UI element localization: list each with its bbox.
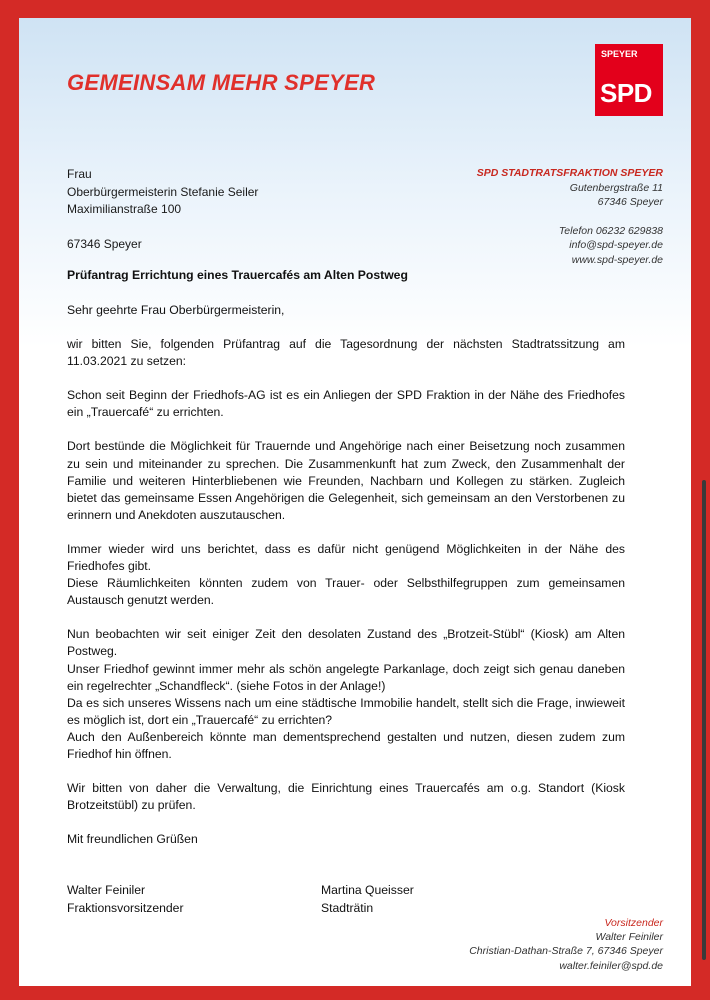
scrollbar[interactable]: [702, 480, 706, 960]
sender-block: [477, 166, 663, 267]
letter-subject: Prüfantrag Errichtung eines Trauercafés am Alten Postweg: [67, 268, 408, 282]
signature-left: [67, 882, 184, 917]
logo-city: SPEYER: [601, 49, 638, 59]
signature-role: Stadträtin: [321, 900, 374, 915]
signature-right: [321, 882, 414, 917]
sender-email: info@spd-speyer.de: [569, 239, 663, 251]
logo-party: SPD: [600, 78, 652, 108]
chair-block: [469, 916, 663, 973]
signature-name: Martina Queisser: [321, 883, 414, 897]
paragraph-intro: Schon seit Beginn der Friedhofs-AG ist es ein Anliegen der SPD Fraktion in der Nähe des Friedhofes ein „Trauercafé“ zu errichten.: [67, 388, 625, 420]
paragraph-need: [67, 541, 625, 609]
recipient-address: [67, 166, 258, 253]
sender-web: www.spd-speyer.de: [571, 253, 663, 266]
sender-city: 67346 Speyer: [597, 196, 663, 208]
chair-address: Christian-Dathan-Straße 7, 67346 Speyer: [469, 945, 663, 958]
kiosk-line-2: Unser Friedhof gewinnt immer mehr als schön angelegte Parkanlage, doch zeigt sich genau daneben ein regelrechter „Schandfleck“. (siehe Fotos in der Anlage!): [67, 661, 625, 693]
signature-name: Walter Feiniler: [67, 883, 146, 897]
paragraph-purpose: Dort bestünde die Möglichkeit für Trauernde und Angehörige nach einer Beisetzung noch zusammen zu sein und miteinander zu sprechen. Die Zusammenkunft hat zum Zweck, den Zusammenhalt der Familie und weiteren Hinterbliebenen wie Freunden, Nachbarn und Kollegen zu stärken. Zugleich bietet das gemeinsame Essen Angehörigen die Gelegenheit, sich gemeinsam an den Verstorbenen zu erinnern und Anekdoten auszutauschen.: [67, 439, 625, 522]
closing: Mit freundlichen Grüßen: [67, 832, 198, 847]
paragraph-request-final: Wir bitten von daher die Verwaltung, die Einrichtung eines Trauercafés am o.g. Standort (Kiosk Brotzeitstübl) zu prüfen.: [67, 781, 625, 813]
kiosk-line-4: Auch den Außenbereich könnte man dementsprechend gestalten und nutzen, diesen zudem zum Friedhof hin öffnen.: [67, 729, 625, 761]
sender-street: Gutenbergstraße 11: [569, 181, 663, 194]
need-line-1: Immer wieder wird uns berichtet, dass es dafür nicht genügend Möglichkeiten in der Nähe des Friedhofes gibt.: [67, 541, 625, 574]
paragraph-request: wir bitten Sie, folgenden Prüfantrag auf die Tagesordnung der nächsten Stadtratssitzung am 11.03.2021 zu setzen:: [67, 337, 625, 369]
chair-email: walter.feiniler@spd.de: [559, 959, 663, 972]
chair-name: Walter Feiniler: [595, 931, 663, 944]
kiosk-line-1: Nun beobachten wir seit einiger Zeit den desolaten Zustand des „Brotzeit-Stübl“ (Kiosk) am Alten Postweg.: [67, 627, 625, 659]
recipient-street: Maximilianstraße 100: [67, 202, 182, 216]
need-line-2: Diese Räumlichkeiten könnten zudem von Trauer- oder Selbsthilfegruppen zum gemeinsamen Austausch genutzt werden.: [67, 576, 625, 608]
kiosk-line-3: Da es sich unseres Wissens nach um eine städtische Immobilie handelt, stellt sich die Frage, inwieweit es möglich ist, dort ein „Trauercafé“ zu errichten?: [67, 695, 625, 727]
spd-logo: [595, 44, 663, 116]
recipient-city: 67346 Speyer: [67, 236, 142, 251]
sender-org: SPD STADTRATSFRAKTION SPEYER: [476, 167, 663, 179]
chair-label: Vorsitzender: [604, 917, 663, 929]
sender-phone: Telefon 06232 629838: [558, 224, 663, 237]
slogan: GEMEINSAM MEHR SPEYER: [67, 70, 376, 95]
paragraph-kiosk: [67, 626, 625, 763]
recipient-name: Oberbürgermeisterin Stefanie Seiler: [67, 184, 259, 199]
letter-page: [19, 18, 691, 986]
letter-body: [67, 302, 625, 848]
recipient-salutation: Frau: [67, 167, 92, 181]
signature-role: Fraktionsvorsitzender: [67, 900, 184, 915]
greeting: Sehr geehrte Frau Oberbürgermeisterin,: [67, 303, 285, 317]
